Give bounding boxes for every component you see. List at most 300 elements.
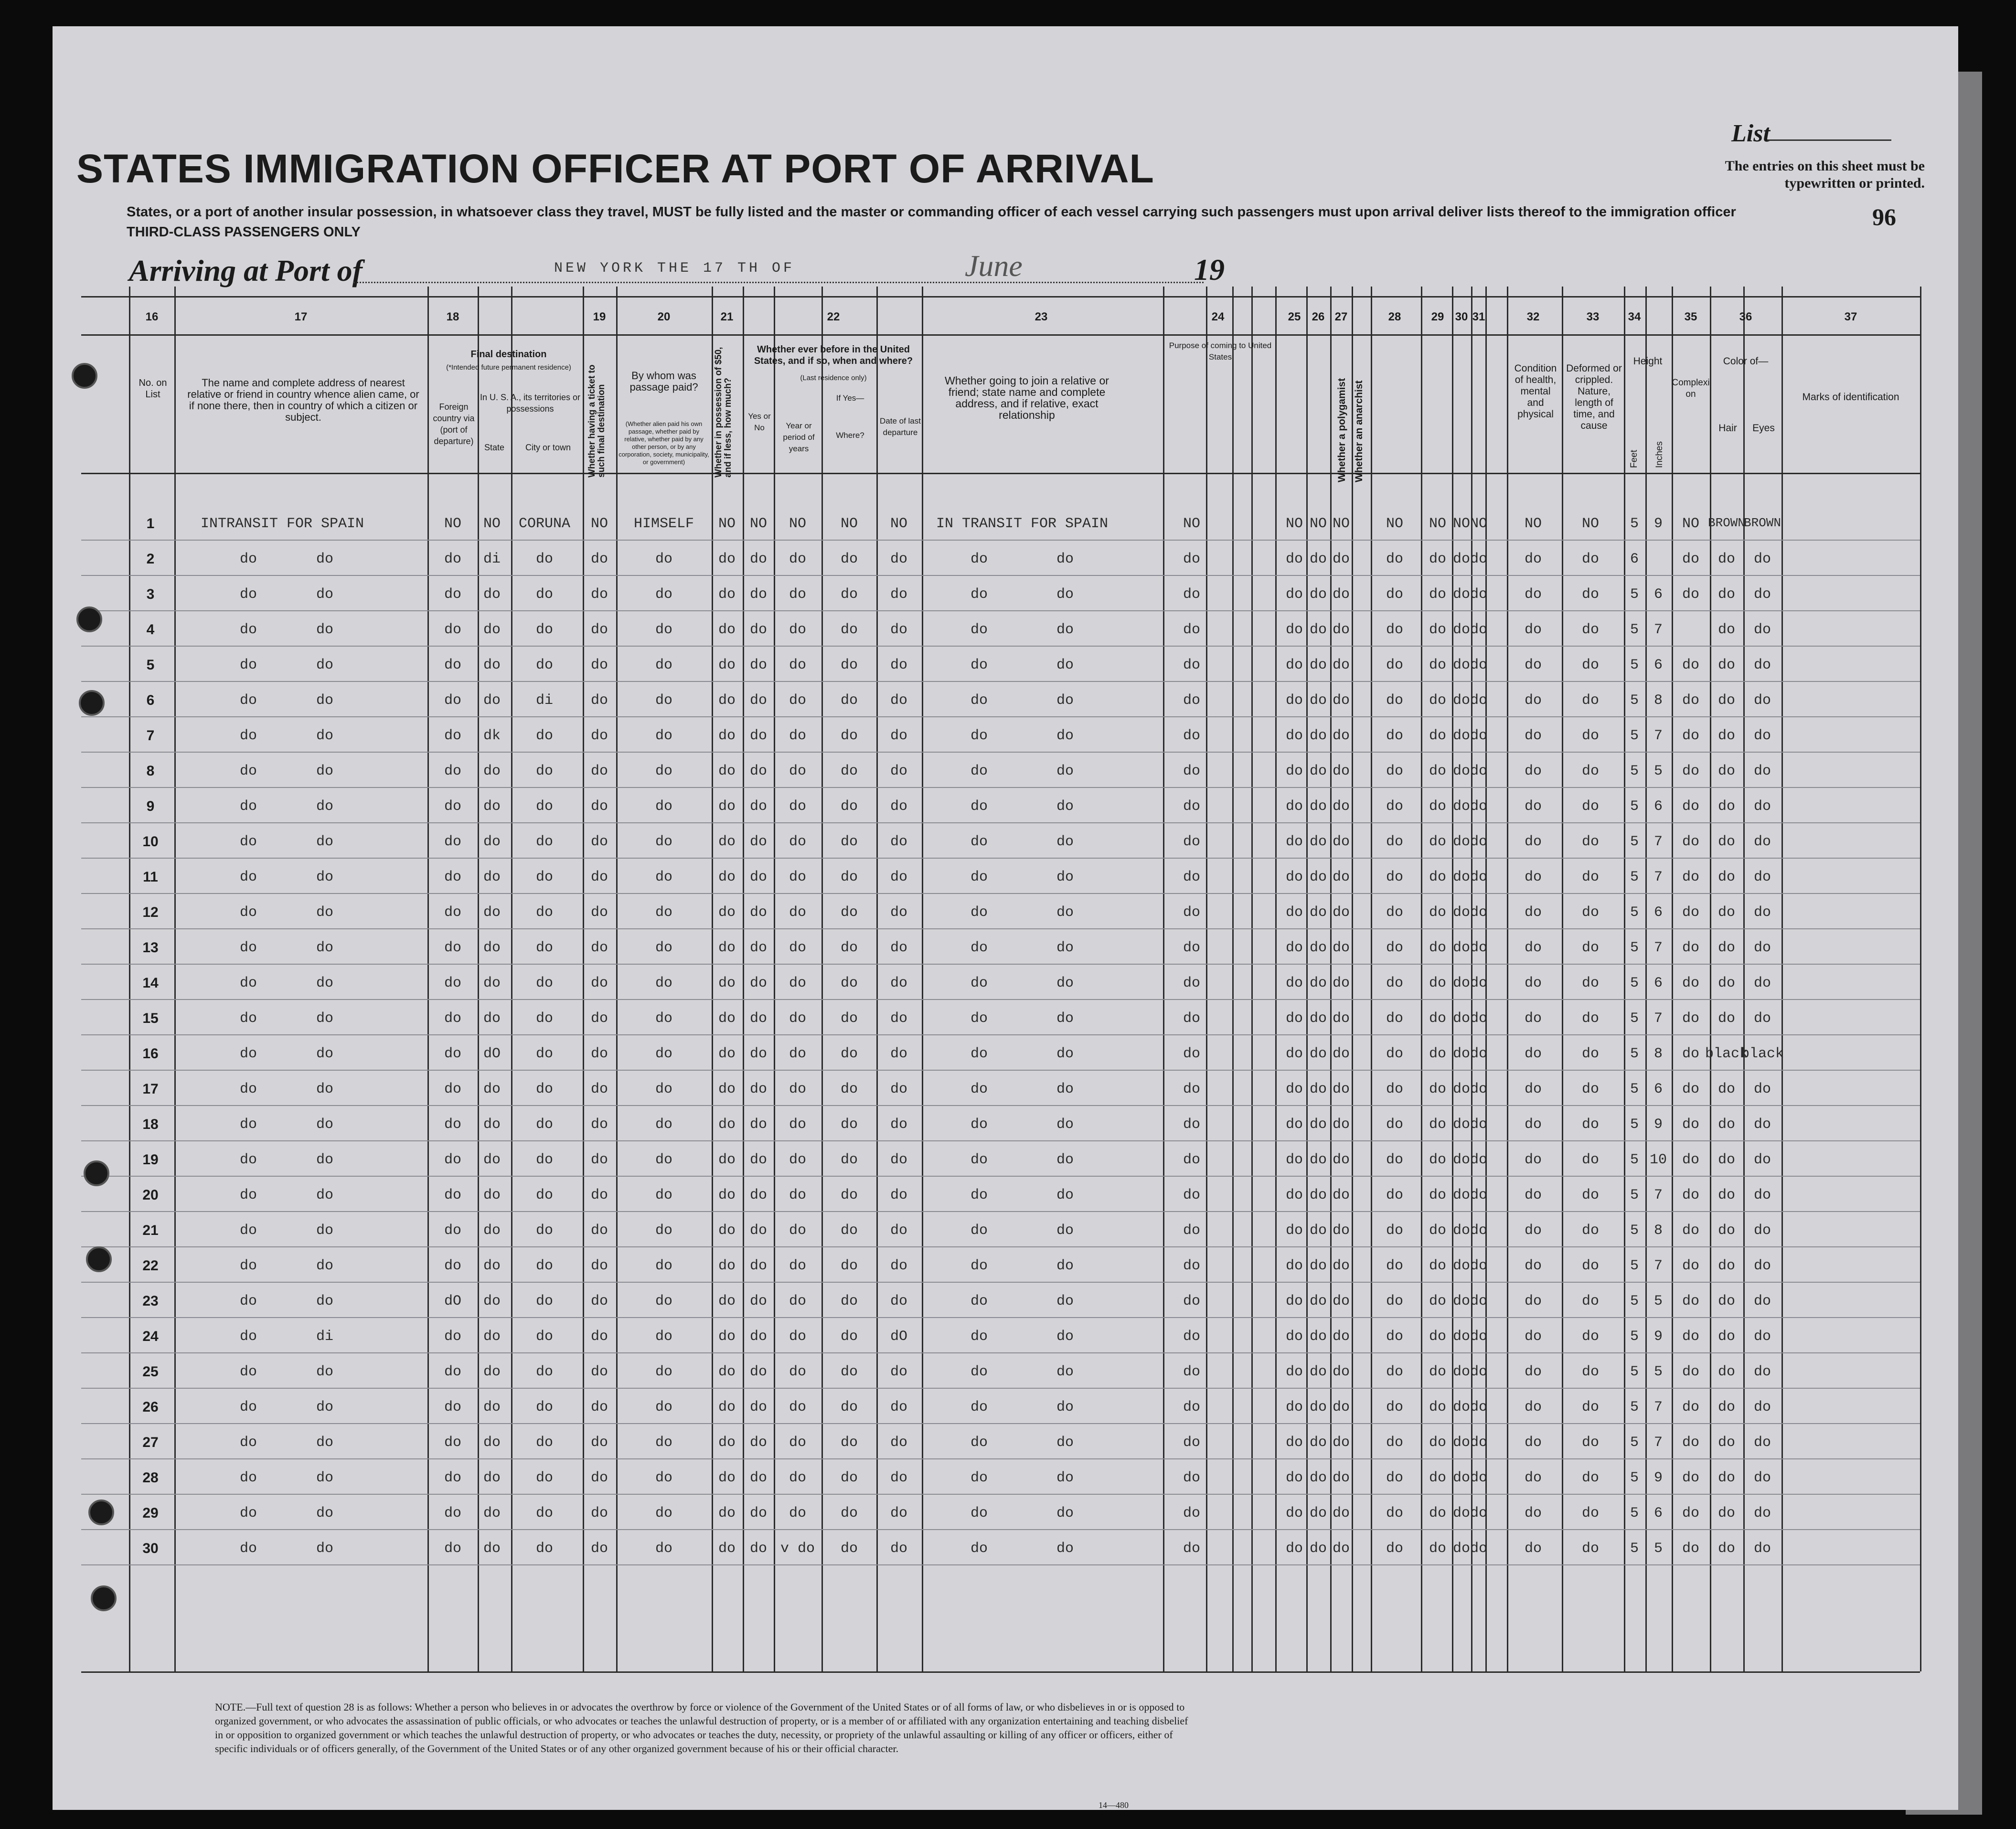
cell-complexion: do: [1682, 1364, 1700, 1380]
cell-city: do: [535, 551, 554, 567]
row-rule: [81, 575, 1920, 576]
cell-c29: do: [1429, 940, 1447, 956]
cell-city: do: [535, 586, 554, 603]
cell-inches: 9: [1653, 1117, 1663, 1133]
cell-cond: do: [1524, 1293, 1542, 1309]
cell-deformed: do: [1581, 586, 1600, 603]
cell-hair: do: [1717, 657, 1736, 673]
cell-join-a: do: [970, 657, 988, 673]
cell-eyes: do: [1753, 1081, 1771, 1097]
grid-column-line: [1251, 287, 1253, 1671]
cell-foreign: dO: [444, 1293, 462, 1309]
row-number: 6: [146, 692, 155, 708]
cell-c25: do: [1285, 975, 1303, 991]
column-number: 20: [657, 310, 671, 323]
cell-c27: do: [1332, 728, 1350, 744]
cell-city: do: [535, 834, 554, 850]
cell-c29: do: [1429, 1223, 1447, 1239]
row-number: 14: [142, 975, 159, 991]
cell-c27: do: [1332, 834, 1350, 850]
grid-column-line: [712, 287, 713, 1671]
cell-date: do: [890, 1470, 908, 1486]
cell-yes-no: do: [749, 904, 768, 921]
cell-purpose: do: [1183, 728, 1201, 744]
cell-foreign: do: [444, 834, 462, 850]
cell-c31: do: [1470, 1329, 1488, 1345]
cell-join-a: do: [970, 834, 988, 850]
cell-state: do: [483, 1293, 501, 1309]
cell-money: do: [718, 798, 736, 815]
cell-ticket: do: [590, 904, 608, 921]
cell-deformed: NO: [1581, 516, 1600, 532]
cell-rel-a: do: [239, 1399, 257, 1415]
cell-c29: do: [1429, 1399, 1447, 1415]
cell-foreign: do: [444, 1364, 462, 1380]
cell-foreign: do: [444, 586, 462, 603]
cell-year: do: [789, 1223, 807, 1239]
cell-foreign: do: [444, 1258, 462, 1274]
cell-cond: do: [1524, 1470, 1542, 1486]
entries-note: The entries on this sheet must be typewritten or printed.: [1725, 158, 1925, 191]
cell-date: do: [890, 763, 908, 779]
cell-c25: do: [1285, 692, 1303, 709]
cell-feet: 5: [1630, 1081, 1639, 1097]
header-color-of: Color of—: [1723, 356, 1769, 367]
cell-join-a: do: [970, 940, 988, 956]
column-number: 32: [1526, 310, 1540, 323]
cell-c25: do: [1285, 904, 1303, 921]
cell-c26: do: [1309, 1505, 1327, 1521]
row-rule: [81, 1317, 1920, 1318]
cell-join-a: do: [970, 586, 988, 603]
cell-city: do: [535, 1152, 554, 1168]
cell-complexion: do: [1682, 1399, 1700, 1415]
cell-money: do: [718, 1117, 736, 1133]
grid-column-line: [616, 287, 618, 1671]
cell-paid: do: [655, 1117, 673, 1133]
column-number: 35: [1684, 310, 1697, 323]
cell-state: do: [483, 1081, 501, 1097]
cell-feet: 5: [1630, 1541, 1639, 1557]
cell-c31: do: [1470, 1435, 1488, 1451]
cell-where: do: [840, 904, 858, 921]
row-rule: [81, 1140, 1920, 1141]
cell-c29: do: [1429, 1505, 1447, 1521]
grid-column-line: [427, 287, 429, 1671]
cell-c30: do: [1452, 1435, 1471, 1451]
cell-date: do: [890, 1505, 908, 1521]
cell-state: do: [483, 1258, 501, 1274]
cell-join-a: do: [970, 798, 988, 815]
cell-money: do: [718, 869, 736, 885]
cell-state: do: [483, 904, 501, 921]
cell-cond: do: [1524, 692, 1542, 709]
cell-money: do: [718, 551, 736, 567]
cell-c25: do: [1285, 834, 1303, 850]
cell-c30: do: [1452, 1046, 1471, 1062]
cell-complexion: do: [1682, 1258, 1700, 1274]
cell-year: do: [789, 622, 807, 638]
list-label: List: [1731, 120, 1770, 147]
cell-deformed: do: [1581, 1046, 1600, 1062]
cell-rel-b: do: [316, 1223, 334, 1239]
cell-join-a: do: [970, 1435, 988, 1451]
cell-money: do: [718, 1152, 736, 1168]
cell-city: do: [535, 1046, 554, 1062]
cell-eyes: do: [1753, 869, 1771, 885]
header-possession: Whether in possession of $50, and if less, how much?: [714, 347, 733, 478]
passenger-class: THIRD-CLASS PASSENGERS ONLY: [127, 224, 361, 240]
cell-cond: do: [1524, 1046, 1542, 1062]
cell-where: do: [840, 1187, 858, 1203]
cell-c26: do: [1309, 1470, 1327, 1486]
cell-ticket: do: [590, 1081, 608, 1097]
cell-purpose: do: [1183, 1081, 1201, 1097]
cell-join-b: do: [1056, 692, 1074, 709]
cell-deformed: do: [1581, 1258, 1600, 1274]
cell-feet: 5: [1630, 940, 1639, 956]
cell-inches: 6: [1653, 798, 1663, 815]
binder-hole: [76, 606, 102, 632]
cell-city: do: [535, 1470, 554, 1486]
cell-money: do: [718, 586, 736, 603]
page-number: 96: [1872, 203, 1896, 230]
cell-paid: do: [655, 728, 673, 744]
subtitle: States, or a port of another insular possession, in whatsoever class they travel, MUST be fully listed and the master or commanding officer of each vessel carrying such passengers must upon arrival deliver lists thereof to the immigration officer: [127, 204, 1736, 220]
cell-state: do: [483, 586, 501, 603]
cell-money: do: [718, 1293, 736, 1309]
cell-date: do: [890, 586, 908, 603]
binder-hole: [86, 1246, 112, 1272]
cell-inches: 7: [1653, 940, 1663, 956]
grid-column-line: [1710, 287, 1711, 1671]
cell-where: do: [840, 1258, 858, 1274]
cell-paid: do: [655, 763, 673, 779]
cell-c29: do: [1429, 692, 1447, 709]
cell-deformed: do: [1581, 622, 1600, 638]
cell-c31: do: [1470, 586, 1488, 603]
cell-deformed: do: [1581, 728, 1600, 744]
cell-rel-b: do: [316, 1541, 334, 1557]
header-in-usa: In U. S. A., its territories or possessions: [480, 393, 581, 414]
row-number: 4: [146, 622, 155, 638]
cell-ticket: do: [590, 1329, 608, 1345]
column-number: 34: [1628, 310, 1641, 323]
column-number: 24: [1211, 310, 1225, 323]
cell-c31: do: [1470, 1010, 1488, 1027]
cell-c27: do: [1332, 1258, 1350, 1274]
cell-c26: do: [1309, 869, 1327, 885]
cell-feet: 5: [1630, 1293, 1639, 1309]
cell-paid: do: [655, 1010, 673, 1027]
cell-c26: do: [1309, 1223, 1327, 1239]
cell-foreign: do: [444, 1399, 462, 1415]
cell-join-b: do: [1056, 940, 1074, 956]
header-city: City or town: [525, 443, 571, 452]
row-rule: [81, 787, 1920, 788]
cell-join-b: do: [1056, 1435, 1074, 1451]
cell-join-b: do: [1056, 1541, 1074, 1557]
cell-complexion: do: [1682, 975, 1700, 991]
cell-c25: do: [1285, 657, 1303, 673]
cell-inches: 5: [1653, 1541, 1663, 1557]
cell-inches: 6: [1653, 975, 1663, 991]
cell-hair: do: [1717, 1010, 1736, 1027]
cell-join-a: do: [970, 763, 988, 779]
cell-rel-b: do: [316, 798, 334, 815]
cell-inches: 7: [1653, 1187, 1663, 1203]
cell-c26: do: [1309, 728, 1327, 744]
grid-column-line: [1306, 287, 1308, 1671]
cell-purpose: do: [1183, 1329, 1201, 1345]
grid-column-line: [1275, 287, 1277, 1671]
cell-purpose: do: [1183, 834, 1201, 850]
cell-date: do: [890, 657, 908, 673]
cell-money: do: [718, 940, 736, 956]
cell-purpose: do: [1183, 692, 1201, 709]
cell-yes-no: do: [749, 586, 768, 603]
cell-state: do: [483, 834, 501, 850]
cell-c25: do: [1285, 1329, 1303, 1345]
cell-ticket: do: [590, 1293, 608, 1309]
cell-deformed: do: [1581, 904, 1600, 921]
row-rule: [81, 610, 1920, 611]
cell-rel-a: do: [239, 834, 257, 850]
cell-c26: do: [1309, 975, 1327, 991]
cell-where: do: [840, 1046, 858, 1062]
grid-column-line: [743, 287, 744, 1671]
cell-complexion: do: [1682, 1187, 1700, 1203]
cell-ticket: do: [590, 1223, 608, 1239]
cell-feet: 5: [1630, 1152, 1639, 1168]
cell-deformed: do: [1581, 834, 1600, 850]
cell-year: do: [789, 1081, 807, 1097]
cell-where: do: [840, 1117, 858, 1133]
cell-year: do: [789, 1117, 807, 1133]
cell-join-b: do: [1056, 1187, 1074, 1203]
cell-inches: 5: [1653, 763, 1663, 779]
row-rule: [81, 1352, 1920, 1353]
cell-deformed: do: [1581, 1010, 1600, 1027]
cell-ticket: do: [590, 1470, 608, 1486]
header-yes-or-no: Yes or No: [748, 412, 771, 432]
cell-c31: do: [1470, 1293, 1488, 1309]
cell-c27: do: [1332, 622, 1350, 638]
cell-city: do: [535, 1010, 554, 1027]
cell-ticket: do: [590, 975, 608, 991]
cell-c30: do: [1452, 1470, 1471, 1486]
cell-c29: do: [1429, 1117, 1447, 1133]
grid-rule: [81, 1671, 1920, 1673]
cell-rel-b: do: [316, 1046, 334, 1062]
cell-rel-a: do: [239, 1505, 257, 1521]
cell-deformed: do: [1581, 1329, 1600, 1345]
cell-eyes: do: [1753, 657, 1771, 673]
cell-foreign: do: [444, 622, 462, 638]
grid-column-line: [774, 287, 775, 1671]
cell-money: do: [718, 1364, 736, 1380]
cell-money: do: [718, 1187, 736, 1203]
cell-c28: do: [1386, 551, 1404, 567]
cell-city: do: [535, 1435, 554, 1451]
cell-yes-no: do: [749, 1117, 768, 1133]
cell-paid: do: [655, 940, 673, 956]
cell-year: do: [789, 1364, 807, 1380]
cell-year: do: [789, 551, 807, 567]
cell-join-a: do: [970, 1152, 988, 1168]
cell-year: NO: [789, 516, 807, 532]
cell-yes-no: do: [749, 834, 768, 850]
cell-inches: 7: [1653, 1399, 1663, 1415]
cell-deformed: do: [1581, 1223, 1600, 1239]
cell-cond: do: [1524, 1117, 1542, 1133]
cell-eyes: do: [1753, 692, 1771, 709]
cell-hair: do: [1717, 586, 1736, 603]
port-value: NEW YORK THE 17 TH OF: [554, 260, 795, 276]
cell-feet: 5: [1630, 692, 1639, 709]
cell-rel-b: do: [316, 586, 334, 603]
cell-foreign: do: [444, 1505, 462, 1521]
cell-rel-a: do: [239, 1046, 257, 1062]
cell-c28: do: [1386, 975, 1404, 991]
grid-column-line: [1232, 287, 1234, 1671]
cell-c27: do: [1332, 1152, 1350, 1168]
cell-c28: do: [1386, 904, 1404, 921]
cell-c27: do: [1332, 1470, 1350, 1486]
row-number: 13: [142, 940, 159, 956]
cell-purpose: do: [1183, 798, 1201, 815]
cell-c26: do: [1309, 1435, 1327, 1451]
cell-rel-b: do: [316, 869, 334, 885]
cell-c28: do: [1386, 1223, 1404, 1239]
cell-city: do: [535, 1399, 554, 1415]
cell-join-a: do: [970, 1010, 988, 1027]
cell-money: do: [718, 1541, 736, 1557]
cell-c27: do: [1332, 1541, 1350, 1557]
cell-yes-no: do: [749, 1046, 768, 1062]
cell-purpose: do: [1183, 1152, 1201, 1168]
cell-purpose: do: [1183, 940, 1201, 956]
cell-purpose: do: [1183, 551, 1201, 567]
cell-inches: 6: [1653, 1081, 1663, 1097]
cell-where: do: [840, 1293, 858, 1309]
column-number: 21: [720, 310, 734, 323]
cell-c28: do: [1386, 798, 1404, 815]
cell-c26: do: [1309, 763, 1327, 779]
cell-c29: do: [1429, 551, 1447, 567]
cell-date: do: [890, 1223, 908, 1239]
row-rule: [81, 1564, 1920, 1565]
cell-year: do: [789, 657, 807, 673]
cell-join-b: do: [1056, 869, 1074, 885]
cell-c28: do: [1386, 1364, 1404, 1380]
cell-c25: do: [1285, 1258, 1303, 1274]
cell-c26: do: [1309, 904, 1327, 921]
cell-ticket: do: [590, 1117, 608, 1133]
header-anarchist: Whether an anarchist: [1354, 380, 1365, 482]
cell-c30: do: [1452, 1258, 1471, 1274]
cell-c28: do: [1386, 1329, 1404, 1345]
cell-cond: NO: [1524, 516, 1542, 532]
cell-purpose: do: [1183, 1505, 1201, 1521]
cell-hair: do: [1717, 1399, 1736, 1415]
cell-state: do: [483, 1329, 501, 1345]
cell-where: do: [840, 1081, 858, 1097]
row-rule: [81, 1458, 1920, 1459]
row-number: 30: [142, 1541, 159, 1556]
cell-hair: do: [1717, 1435, 1736, 1451]
cell-paid: do: [655, 551, 673, 567]
header-no-on-list: No. on List: [139, 378, 167, 400]
cell-purpose: do: [1183, 1258, 1201, 1274]
cell-hair: do: [1717, 1329, 1736, 1345]
cell-cond: do: [1524, 1258, 1542, 1274]
cell-c30: do: [1452, 1117, 1471, 1133]
cell-complexion: do: [1682, 1293, 1700, 1309]
cell-inches: 7: [1653, 1258, 1663, 1274]
cell-yes-no: do: [749, 869, 768, 885]
row-number: 2: [146, 551, 155, 567]
cell-paid: do: [655, 1187, 673, 1203]
cell-complexion: do: [1682, 798, 1700, 815]
header-final-destination: Final destination: [470, 349, 547, 360]
cell-city: do: [535, 940, 554, 956]
cell-join-b: do: [1056, 1399, 1074, 1415]
cell-paid: do: [655, 1152, 673, 1168]
cell-c28: do: [1386, 586, 1404, 603]
grid-column-line: [1920, 287, 1921, 1671]
cell-money: NO: [718, 516, 736, 532]
cell-purpose: do: [1183, 1010, 1201, 1027]
cell-cond: do: [1524, 1541, 1542, 1557]
cell-inches: 7: [1653, 622, 1663, 638]
row-rule: [81, 893, 1920, 894]
cell-inches: 9: [1653, 516, 1663, 532]
cell-rel-b: do: [316, 1258, 334, 1274]
form-number: 14—480: [1099, 1800, 1129, 1810]
cell-hair: do: [1717, 1187, 1736, 1203]
cell-foreign: do: [444, 869, 462, 885]
cell-inches: 6: [1653, 904, 1663, 921]
cell-hair: do: [1717, 798, 1736, 815]
cell-c25: do: [1285, 586, 1303, 603]
cell-purpose: do: [1183, 1435, 1201, 1451]
cell-date: do: [890, 1046, 908, 1062]
cell-c25: do: [1285, 1541, 1303, 1557]
cell-state: do: [483, 1505, 501, 1521]
cell-ticket: do: [590, 1541, 608, 1557]
cell-c25: do: [1285, 1152, 1303, 1168]
cell-date: do: [890, 940, 908, 956]
cell-rel-a: do: [239, 586, 257, 603]
cell-hair: do: [1717, 1470, 1736, 1486]
cell-where: do: [840, 1223, 858, 1239]
cell-c25: do: [1285, 798, 1303, 815]
cell-c28: do: [1386, 1152, 1404, 1168]
cell-c28: do: [1386, 1470, 1404, 1486]
cell-inches: 7: [1653, 728, 1663, 744]
cell-where: do: [840, 940, 858, 956]
cell-deformed: do: [1581, 940, 1600, 956]
cell-city: do: [535, 1081, 554, 1097]
cell-inches: 7: [1653, 834, 1663, 850]
cell-ticket: do: [590, 622, 608, 638]
grid-rule: [81, 473, 1920, 474]
cell-complexion: do: [1682, 1435, 1700, 1451]
cell-purpose: do: [1183, 975, 1201, 991]
cell-state: do: [483, 1010, 501, 1027]
cell-c26: do: [1309, 1258, 1327, 1274]
